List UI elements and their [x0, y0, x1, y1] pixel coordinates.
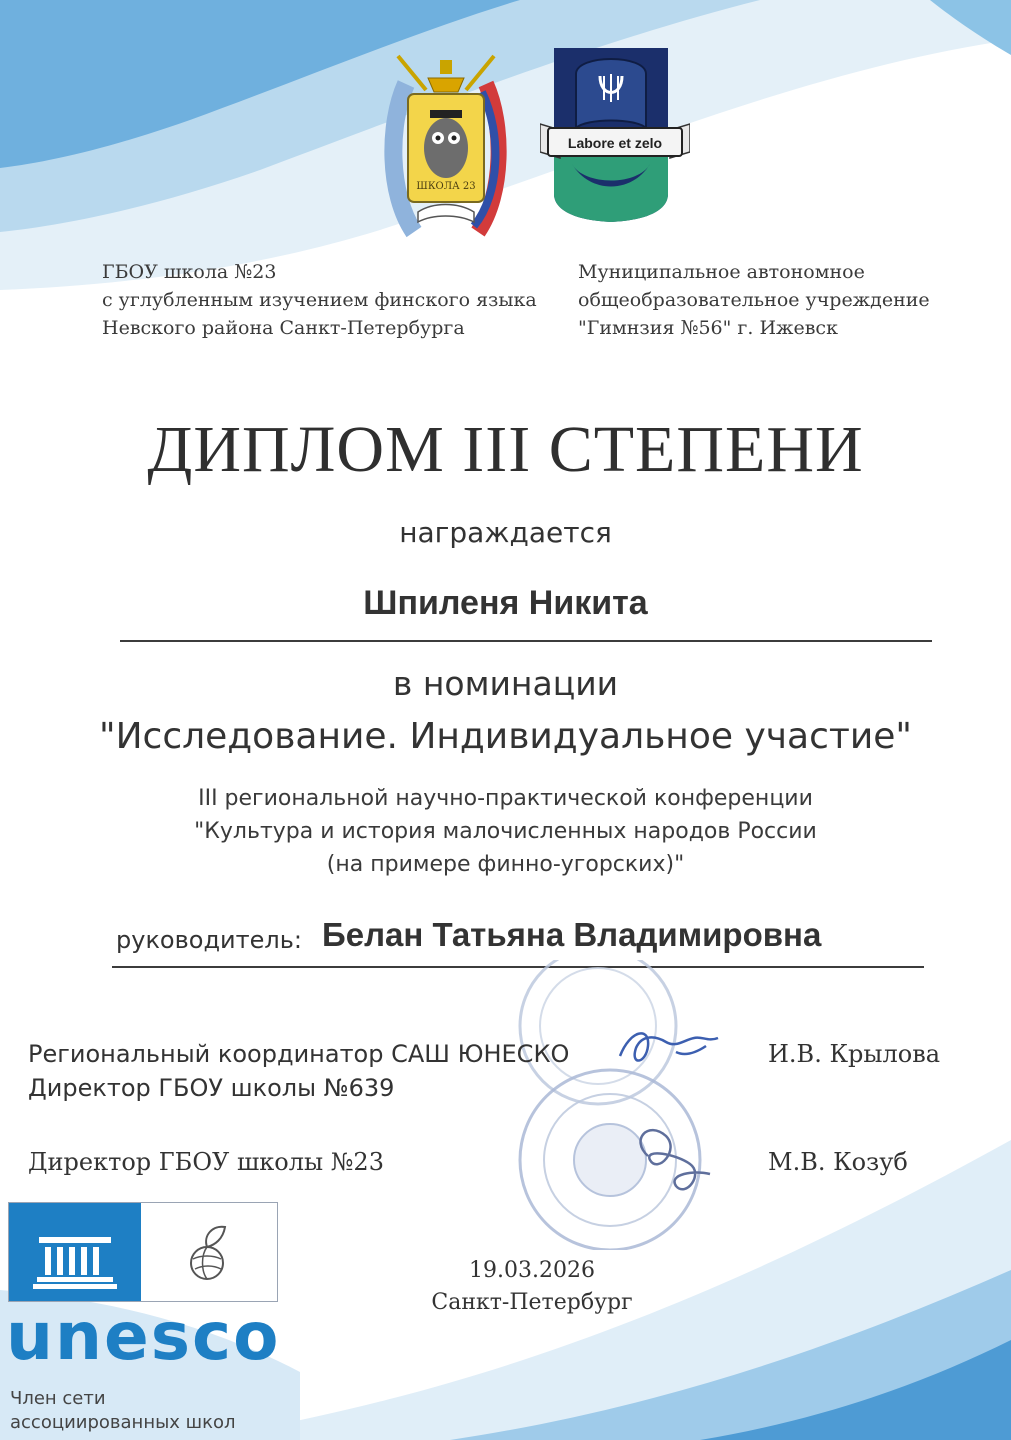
conference-line-2: "Культура и история малочисленных народов России [194, 819, 817, 844]
school23-emblem [378, 44, 514, 240]
coordinator-title-2: Директор ГБОУ школы №639 [28, 1074, 395, 1102]
organizer-left-line-1: ГБОУ школа №23 [102, 261, 277, 283]
organizer-left-line-3: Невского района Санкт-Петербурга [102, 317, 465, 339]
nomination-label: в номинации [392, 664, 619, 703]
school23-emblem-text: ШКОЛА 23 [416, 181, 476, 192]
organizer-right-line-1: Муниципальное автономное [578, 261, 865, 283]
conference-line-3: (на примере финно-угорских)" [326, 852, 685, 877]
issue-city: Санкт-Петербург [431, 1290, 633, 1315]
recipient-underline [120, 640, 932, 642]
supervisor-label: руководитель: [116, 926, 302, 954]
unesco-temple-icon [9, 1203, 141, 1301]
organizer-right-line-2: общеобразовательное учреждение [578, 289, 930, 311]
organizer-left [102, 258, 537, 342]
issue-date: 19.03.2026 [469, 1258, 595, 1283]
diploma-title: ДИПЛОМ III СТЕПЕНИ [147, 413, 864, 486]
organizer-right-line-3: "Гимнзия №56" г. Ижевск [578, 317, 838, 339]
organizer-right [578, 258, 930, 342]
asp-net-icon [177, 1217, 247, 1287]
unesco-caption-2: ассоциированных школ [10, 1412, 236, 1433]
unesco-logo-block [8, 1202, 278, 1302]
awarded-label: награждается [399, 516, 612, 549]
director-name: М.В. Козуб [768, 1148, 908, 1176]
nomination-title: "Исследование. Индивидуальное участие" [99, 716, 912, 757]
stamps-signatures [480, 960, 740, 1250]
unesco-temple-box [9, 1203, 141, 1301]
director-title: Директор ГБОУ школы №23 [28, 1148, 384, 1176]
conference-line-1: III региональной научно-практической конференции [198, 786, 813, 811]
unesco-wordmark: unesco [6, 1298, 281, 1375]
coordinator-name: И.В. Крылова [768, 1040, 941, 1068]
gymnasium56-emblem [540, 44, 690, 224]
organizer-left-line-2: с углубленным изучением финского языка [102, 289, 537, 311]
unesco-caption-1: Член сети [10, 1388, 106, 1409]
coordinator-title-1: Региональный координатор САШ ЮНЕСКО [28, 1040, 570, 1068]
gymnasium56-motto: Labore et zelo [567, 135, 663, 151]
supervisor-name: Белан Татьяна Владимировна [322, 916, 822, 953]
recipient-name: Шпиленя Никита [363, 584, 648, 622]
